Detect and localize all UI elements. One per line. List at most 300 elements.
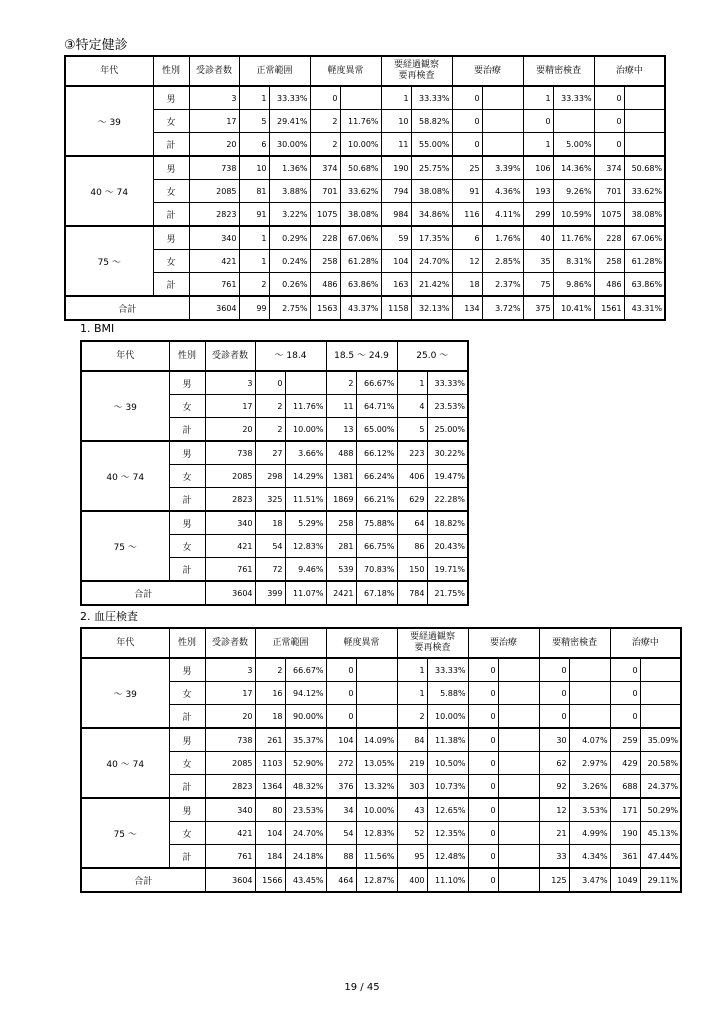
percent-cell: 12.87% (356, 868, 397, 892)
percent-cell: 9.86% (553, 273, 594, 297)
count-cell: 1364 (255, 775, 285, 799)
header-row (65, 56, 665, 86)
count-cell: 64 (397, 511, 427, 535)
sex-cell: 女 (169, 395, 205, 418)
percent-cell: 18.82% (427, 511, 468, 535)
table-row (81, 752, 681, 775)
count-cell: 399 (255, 581, 285, 605)
count-cell: 91 (452, 180, 482, 203)
table-row (81, 705, 681, 729)
percent-cell: 0.29% (269, 226, 310, 250)
percent-cell (498, 705, 539, 729)
column-header: 性別 (153, 56, 189, 86)
percent-cell: 13.05% (356, 752, 397, 775)
percent-cell: 25.75% (411, 156, 452, 180)
count-cell: 10 (381, 110, 411, 133)
percent-cell: 33.62% (624, 180, 665, 203)
percent-cell: 12.83% (285, 535, 326, 558)
table-row (65, 86, 665, 110)
count-cell: 163 (381, 273, 411, 297)
age-group-cell: ～ 39 (65, 86, 153, 156)
percent-cell: 30.22% (427, 441, 468, 465)
percent-cell: 2.75% (269, 296, 310, 320)
table-row (81, 728, 681, 752)
percent-cell: 33.33% (553, 86, 594, 110)
age-group-cell: 40 ～ 74 (81, 728, 169, 798)
count-cell: 5 (397, 418, 427, 442)
column-header: 25.0 ～ (397, 341, 468, 371)
count-cell: 11 (381, 133, 411, 157)
percent-cell: 38.08% (624, 203, 665, 227)
percent-cell: 3.39% (482, 156, 523, 180)
count-cell: 134 (452, 296, 482, 320)
examinee-count-cell: 421 (189, 250, 239, 273)
count-cell: 374 (594, 156, 624, 180)
percent-cell: 33.33% (411, 86, 452, 110)
percent-cell: 33.33% (427, 658, 468, 682)
count-cell: 258 (326, 511, 356, 535)
count-cell: 33 (539, 845, 569, 869)
percent-cell: 10.00% (340, 133, 381, 157)
percent-cell (356, 658, 397, 682)
percent-cell: 32.13% (411, 296, 452, 320)
column-header: 要治療 (468, 628, 539, 658)
percent-cell (356, 682, 397, 705)
count-cell: 1869 (326, 488, 356, 512)
table-row (65, 203, 665, 227)
percent-cell (624, 133, 665, 157)
column-header: 治療中 (594, 56, 665, 86)
examinee-count-cell: 421 (205, 822, 255, 845)
percent-cell (498, 822, 539, 845)
count-cell: 0 (452, 86, 482, 110)
count-cell: 1049 (610, 868, 640, 892)
count-cell: 1158 (381, 296, 411, 320)
percent-cell: 11.76% (553, 226, 594, 250)
count-cell: 12 (539, 798, 569, 822)
percent-cell: 47.44% (640, 845, 681, 869)
examinee-count-cell: 3 (205, 371, 255, 395)
sex-cell: 計 (169, 705, 205, 729)
count-cell: 184 (255, 845, 285, 869)
examinee-count-cell: 340 (189, 226, 239, 250)
count-cell: 272 (326, 752, 356, 775)
sex-cell: 計 (153, 273, 189, 297)
percent-cell: 10.73% (427, 775, 468, 799)
percent-cell: 34.86% (411, 203, 452, 227)
percent-cell: 94.12% (285, 682, 326, 705)
count-cell: 794 (381, 180, 411, 203)
count-cell: 0 (255, 371, 285, 395)
count-cell: 0 (468, 868, 498, 892)
count-cell: 99 (239, 296, 269, 320)
column-header: 年代 (81, 341, 169, 371)
count-cell: 11 (326, 395, 356, 418)
percent-cell: 50.29% (640, 798, 681, 822)
count-cell: 16 (255, 682, 285, 705)
age-group-cell: 75 ～ (81, 798, 169, 868)
count-cell: 86 (397, 535, 427, 558)
percent-cell: 55.00% (411, 133, 452, 157)
count-cell: 193 (523, 180, 553, 203)
examinee-count-cell: 3 (205, 658, 255, 682)
percent-cell: 14.29% (285, 465, 326, 488)
percent-cell: 63.86% (340, 273, 381, 297)
count-cell: 106 (523, 156, 553, 180)
percent-cell: 0.24% (269, 250, 310, 273)
examinee-count-cell: 761 (205, 558, 255, 582)
percent-cell: 70.83% (356, 558, 397, 582)
percent-cell (569, 658, 610, 682)
percent-cell: 9.26% (553, 180, 594, 203)
percent-cell: 21.42% (411, 273, 452, 297)
percent-cell: 67.06% (340, 226, 381, 250)
count-cell: 223 (397, 441, 427, 465)
percent-cell: 12.83% (356, 822, 397, 845)
percent-cell (498, 752, 539, 775)
percent-cell: 66.12% (356, 441, 397, 465)
count-cell: 1563 (310, 296, 340, 320)
table-row (81, 511, 468, 535)
percent-cell: 35.37% (285, 728, 326, 752)
examinee-count-cell: 2823 (205, 488, 255, 512)
count-cell: 5 (239, 110, 269, 133)
table-row (81, 682, 681, 705)
percent-cell: 4.11% (482, 203, 523, 227)
count-cell: 1103 (255, 752, 285, 775)
count-cell: 688 (610, 775, 640, 799)
examinee-count-cell: 2823 (189, 203, 239, 227)
count-cell: 629 (397, 488, 427, 512)
examinee-count-cell: 340 (205, 511, 255, 535)
count-cell: 374 (310, 156, 340, 180)
column-header: 要経過観察 要再検査 (381, 56, 452, 86)
examinee-count-cell: 738 (205, 728, 255, 752)
percent-cell: 1.36% (269, 156, 310, 180)
bmi-table (80, 340, 469, 606)
count-cell: 1075 (594, 203, 624, 227)
percent-cell: 3.72% (482, 296, 523, 320)
count-cell: 88 (326, 845, 356, 869)
percent-cell: 11.07% (285, 581, 326, 605)
count-cell: 2 (239, 273, 269, 297)
count-cell: 258 (310, 250, 340, 273)
count-cell: 1566 (255, 868, 285, 892)
count-cell: 6 (239, 133, 269, 157)
total-count-cell: 3604 (205, 581, 255, 605)
percent-cell: 66.67% (285, 658, 326, 682)
percent-cell: 25.00% (427, 418, 468, 442)
sex-cell: 男 (153, 86, 189, 110)
total-row (81, 868, 681, 892)
sex-cell: 計 (169, 418, 205, 442)
sex-cell: 女 (169, 535, 205, 558)
examinee-count-cell: 20 (205, 705, 255, 729)
percent-cell: 58.82% (411, 110, 452, 133)
percent-cell (356, 705, 397, 729)
table-row (81, 371, 468, 395)
count-cell: 18 (452, 273, 482, 297)
sex-cell: 計 (153, 133, 189, 157)
total-count-cell: 3604 (205, 868, 255, 892)
column-header: 受診者数 (189, 56, 239, 86)
percent-cell: 14.36% (553, 156, 594, 180)
percent-cell (498, 658, 539, 682)
count-cell: 464 (326, 868, 356, 892)
percent-cell: 90.00% (285, 705, 326, 729)
table-row (65, 133, 665, 157)
percent-cell (482, 133, 523, 157)
percent-cell (285, 371, 326, 395)
examinee-count-cell: 2823 (205, 775, 255, 799)
sex-cell: 女 (169, 822, 205, 845)
percent-cell: 38.08% (340, 203, 381, 227)
count-cell: 219 (397, 752, 427, 775)
percent-cell: 50.68% (340, 156, 381, 180)
sex-cell: 計 (169, 558, 205, 582)
count-cell: 2 (310, 133, 340, 157)
percent-cell: 38.08% (411, 180, 452, 203)
count-cell: 281 (326, 535, 356, 558)
percent-cell: 10.59% (553, 203, 594, 227)
age-group-cell: ～ 39 (81, 658, 169, 728)
percent-cell: 65.00% (356, 418, 397, 442)
count-cell: 116 (452, 203, 482, 227)
count-cell: 261 (255, 728, 285, 752)
percent-cell: 10.41% (553, 296, 594, 320)
examinee-count-cell: 3 (189, 86, 239, 110)
count-cell: 1 (397, 658, 427, 682)
percent-cell: 4.07% (569, 728, 610, 752)
total-label: 合計 (81, 581, 205, 605)
count-cell: 701 (594, 180, 624, 203)
percent-cell: 35.09% (640, 728, 681, 752)
percent-cell (498, 845, 539, 869)
count-cell: 1 (239, 226, 269, 250)
percent-cell (640, 658, 681, 682)
percent-cell: 2.97% (569, 752, 610, 775)
sex-cell: 男 (169, 371, 205, 395)
sex-cell: 男 (169, 658, 205, 682)
count-cell: 62 (539, 752, 569, 775)
count-cell: 0 (468, 682, 498, 705)
count-cell: 228 (594, 226, 624, 250)
total-row (81, 581, 468, 605)
percent-cell (640, 682, 681, 705)
sex-cell: 計 (169, 845, 205, 869)
count-cell: 0 (468, 705, 498, 729)
percent-cell: 11.56% (356, 845, 397, 869)
column-header: 要精密検査 (539, 628, 610, 658)
percent-cell: 21.75% (427, 581, 468, 605)
count-cell: 1 (381, 86, 411, 110)
percent-cell: 11.51% (285, 488, 326, 512)
table-row (81, 775, 681, 799)
count-cell: 0 (610, 658, 640, 682)
percent-cell: 2.37% (482, 273, 523, 297)
column-header: 18.5 ～ 24.9 (326, 341, 397, 371)
examinee-count-cell: 738 (205, 441, 255, 465)
percent-cell: 20.43% (427, 535, 468, 558)
count-cell: 12 (452, 250, 482, 273)
percent-cell: 4.36% (482, 180, 523, 203)
percent-cell: 64.71% (356, 395, 397, 418)
percent-cell: 24.37% (640, 775, 681, 799)
percent-cell (640, 705, 681, 729)
percent-cell: 75.88% (356, 511, 397, 535)
percent-cell: 43.45% (285, 868, 326, 892)
examinee-count-cell: 340 (205, 798, 255, 822)
count-cell: 376 (326, 775, 356, 799)
column-header: 要経過観察 要再検査 (397, 628, 468, 658)
count-cell: 104 (381, 250, 411, 273)
count-cell: 0 (594, 86, 624, 110)
examinee-count-cell: 20 (205, 418, 255, 442)
age-group-cell: 40 ～ 74 (65, 156, 153, 226)
column-header: 受診者数 (205, 628, 255, 658)
count-cell: 1561 (594, 296, 624, 320)
percent-cell: 11.76% (285, 395, 326, 418)
column-header: 受診者数 (205, 341, 255, 371)
percent-cell: 43.37% (340, 296, 381, 320)
count-cell: 1 (397, 371, 427, 395)
count-cell: 0 (523, 110, 553, 133)
count-cell: 18 (255, 511, 285, 535)
count-cell: 0 (468, 775, 498, 799)
sex-cell: 女 (153, 110, 189, 133)
percent-cell: 4.34% (569, 845, 610, 869)
percent-cell (498, 682, 539, 705)
percent-cell (498, 775, 539, 799)
percent-cell: 43.31% (624, 296, 665, 320)
percent-cell: 23.53% (427, 395, 468, 418)
percent-cell: 3.47% (569, 868, 610, 892)
count-cell: 2 (255, 418, 285, 442)
table-row (65, 110, 665, 133)
count-cell: 72 (255, 558, 285, 582)
percent-cell: 45.13% (640, 822, 681, 845)
bmi-section-title: 1. BMI (80, 322, 115, 335)
table-row (65, 273, 665, 297)
examinee-count-cell: 761 (189, 273, 239, 297)
count-cell: 1075 (310, 203, 340, 227)
percent-cell: 0.26% (269, 273, 310, 297)
count-cell: 52 (397, 822, 427, 845)
count-cell: 0 (310, 86, 340, 110)
sex-cell: 女 (169, 465, 205, 488)
column-header: 要治療 (452, 56, 523, 86)
total-row (65, 296, 665, 320)
count-cell: 2 (326, 371, 356, 395)
percent-cell: 3.22% (269, 203, 310, 227)
count-cell: 2 (255, 395, 285, 418)
count-cell: 486 (310, 273, 340, 297)
count-cell: 0 (610, 682, 640, 705)
sex-cell: 計 (153, 203, 189, 227)
percent-cell: 63.86% (624, 273, 665, 297)
percent-cell: 66.67% (356, 371, 397, 395)
sex-cell: 男 (169, 728, 205, 752)
percent-cell (569, 682, 610, 705)
column-header: 正常範囲 (255, 628, 326, 658)
page-title: ③特定健診 (64, 38, 128, 53)
count-cell: 13 (326, 418, 356, 442)
percent-cell: 11.38% (427, 728, 468, 752)
total-label: 合計 (65, 296, 189, 320)
count-cell: 2 (255, 658, 285, 682)
count-cell: 0 (468, 845, 498, 869)
count-cell: 1 (239, 86, 269, 110)
percent-cell: 11.76% (340, 110, 381, 133)
count-cell: 171 (610, 798, 640, 822)
percent-cell: 48.32% (285, 775, 326, 799)
examinee-count-cell: 2085 (189, 180, 239, 203)
percent-cell: 17.35% (411, 226, 452, 250)
count-cell: 259 (610, 728, 640, 752)
percent-cell (498, 798, 539, 822)
count-cell: 299 (523, 203, 553, 227)
count-cell: 0 (326, 658, 356, 682)
header-row (81, 628, 681, 658)
percent-cell: 10.00% (356, 798, 397, 822)
percent-cell (624, 86, 665, 110)
sex-cell: 男 (153, 226, 189, 250)
column-header: 要精密検査 (523, 56, 594, 86)
count-cell: 488 (326, 441, 356, 465)
percent-cell: 1.76% (482, 226, 523, 250)
percent-cell: 61.28% (340, 250, 381, 273)
count-cell: 35 (523, 250, 553, 273)
total-label: 合計 (81, 868, 205, 892)
table-row (65, 226, 665, 250)
count-cell: 228 (310, 226, 340, 250)
examinee-count-cell: 17 (205, 395, 255, 418)
count-cell: 0 (539, 658, 569, 682)
table-row (81, 658, 681, 682)
table-row (65, 250, 665, 273)
count-cell: 0 (326, 705, 356, 729)
table-row (81, 822, 681, 845)
percent-cell: 14.09% (356, 728, 397, 752)
column-header: 治療中 (610, 628, 681, 658)
percent-cell: 19.71% (427, 558, 468, 582)
count-cell: 30 (539, 728, 569, 752)
table-row (81, 845, 681, 869)
count-cell: 0 (468, 752, 498, 775)
percent-cell: 67.18% (356, 581, 397, 605)
percent-cell: 22.28% (427, 488, 468, 512)
percent-cell: 2.85% (482, 250, 523, 273)
percent-cell: 12.65% (427, 798, 468, 822)
sex-cell: 男 (153, 156, 189, 180)
age-group-cell: 75 ～ (65, 226, 153, 296)
count-cell: 0 (539, 705, 569, 729)
count-cell: 325 (255, 488, 285, 512)
count-cell: 429 (610, 752, 640, 775)
percent-cell: 23.53% (285, 798, 326, 822)
percent-cell: 9.46% (285, 558, 326, 582)
count-cell: 92 (539, 775, 569, 799)
count-cell: 303 (397, 775, 427, 799)
sex-cell: 女 (153, 180, 189, 203)
count-cell: 2 (397, 705, 427, 729)
count-cell: 0 (468, 728, 498, 752)
count-cell: 298 (255, 465, 285, 488)
percent-cell: 29.41% (269, 110, 310, 133)
column-header: 軽度異常 (326, 628, 397, 658)
count-cell: 0 (326, 682, 356, 705)
table-row (65, 180, 665, 203)
